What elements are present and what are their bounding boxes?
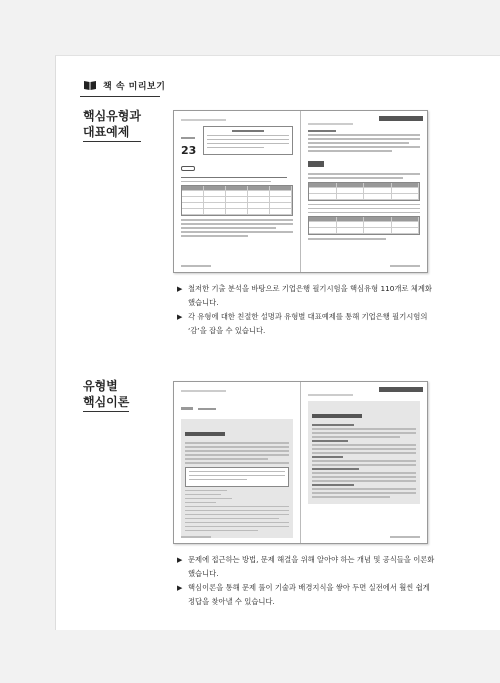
spread-left-page — [174, 382, 301, 543]
triangle-bullet-icon: ▶ — [177, 584, 183, 592]
section-underline — [80, 96, 160, 97]
block-label-core-types — [83, 108, 141, 142]
preview-page — [55, 55, 500, 630]
bullet-item: ▶ 각 유형에 대한 친절한 설명과 유형별 대표예제를 통해 기업은행 필기시험의 ‘감’을 잡을 수 있습니다. — [177, 312, 428, 335]
block-label-theory — [83, 378, 129, 412]
book-spread-theory — [173, 381, 428, 544]
spread-left-page — [174, 111, 301, 272]
bullet-list-core-types — [177, 282, 437, 338]
bullet-item: ▶ 핵심이론을 통해 문제 풀이 기술과 배경지식을 쌓아 두면 실전에서 훨씬 쉽게 정답을 찾아낼 수 있습니다. — [177, 583, 430, 606]
triangle-bullet-icon: ▶ — [177, 556, 183, 564]
block-label-line1: 핵심유형과 — [83, 109, 141, 123]
block-label-line2: 핵심이론 — [83, 394, 129, 412]
triangle-bullet-icon: ▶ — [177, 313, 183, 321]
triangle-bullet-icon: ▶ — [177, 285, 183, 293]
spread-right-page — [301, 111, 427, 272]
section-title: 책 속 미리보기 — [103, 81, 166, 92]
bullet-list-theory — [177, 553, 437, 609]
block-label-line1: 유형별 — [83, 379, 118, 393]
bullet-item: ▶ 철저한 기출 분석을 바탕으로 기업은행 필기시험을 핵심유형 110개로 체계화했습니다. — [177, 284, 432, 307]
bullet-item: ▶ 문제에 접근하는 방법, 문제 해결을 위해 알아야 하는 개념 및 공식들을 이론화했습니다. — [177, 555, 435, 578]
sample-number: 23 — [181, 144, 197, 157]
spread-right-page — [301, 382, 427, 543]
book-spread-core-types — [173, 110, 428, 273]
block-label-line2: 대표예제 — [83, 124, 141, 142]
book-icon — [83, 80, 97, 91]
section-header — [83, 78, 165, 92]
